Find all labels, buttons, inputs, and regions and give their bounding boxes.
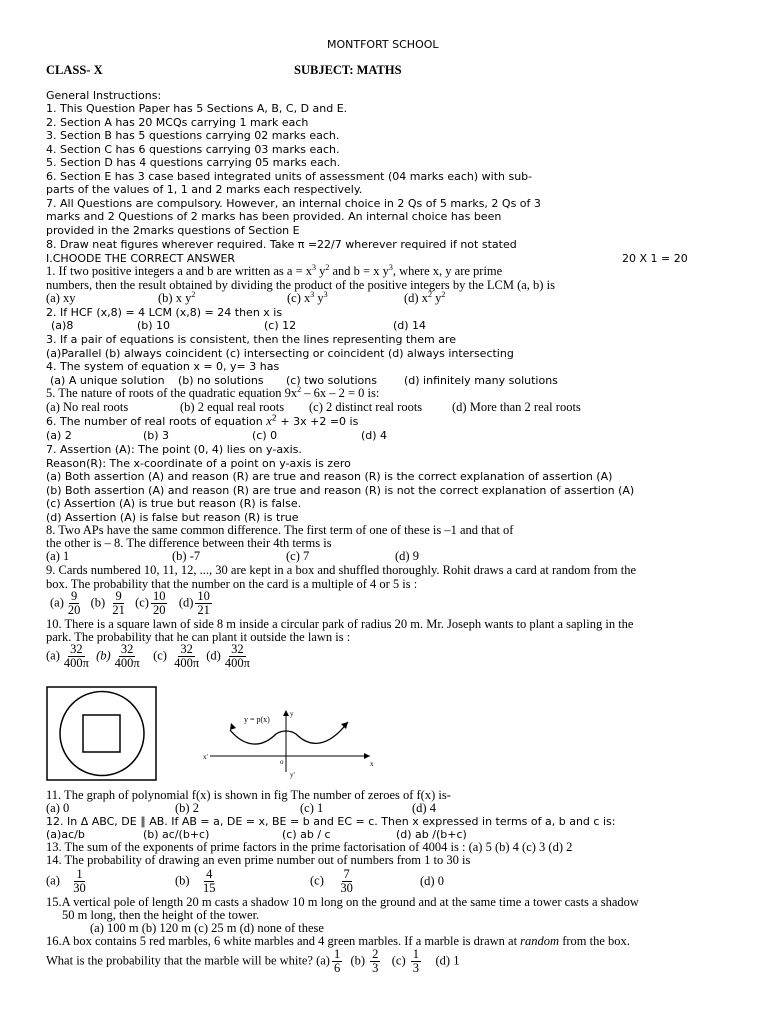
question-5: 5. The nature of roots of the quadratic equation $9x^2 - 6x - 2 = 0$ is: [46, 384, 380, 400]
q10-fraction-a: $\frac{32}{400\pi}$ [63, 642, 89, 670]
y-prime-label: y' [290, 771, 295, 779]
class-label: CLASS- X [46, 63, 103, 77]
y-axis-label: y [290, 710, 294, 718]
instruction-line: 2. Section A has 20 MCQs carrying 1 mark each [46, 116, 309, 129]
q14-option-a-group: (a) $\frac{1}{30}$ [46, 867, 86, 895]
q10-fraction-d: $\frac{32}{400\pi}$ [224, 642, 250, 670]
q9-options: (a) $\frac{9}{20}$ (b) $\frac{9}{21}$ (c) $\frac{10}{20}$ (d) $\frac{10}{21}$ [50, 589, 210, 617]
q8-option-b: (b) -7 [172, 549, 201, 563]
q9-fraction-a: $\frac{9}{20}$ [67, 589, 81, 617]
q2-option-b: (b) 10 [137, 319, 171, 332]
q4-option-b: (b) no solutions [178, 374, 264, 387]
question-1: 1. If two positive integers a and b are written as $a = x^3$ $y^2$ and b = x $y^3$, where x, y are prime [46, 262, 503, 278]
question-1-line2: numbers, then the result obtained by dividing the product of the positive integers by the LCM (a, b) is [46, 278, 555, 292]
school-name: MONTFORT SCHOOL [327, 38, 439, 51]
q5-option-d: (d) More than 2 real roots [452, 400, 581, 414]
q2-option-a: (a)8 [51, 319, 74, 332]
q1-option-b: (b) x $y^2$ [158, 289, 196, 305]
x-axis-label: x [370, 760, 374, 768]
q12-option-c: (c) ab / c [282, 828, 331, 841]
q5-option-a: (a) No real roots [46, 400, 129, 414]
x-prime-label: x' [203, 753, 208, 761]
question-6: 6. The number of real roots of equation $x^2 + 3x +2 =0$ is [46, 413, 359, 428]
q14-option-b-group: (b) $\frac{4}{15}$ [175, 867, 216, 895]
q9-fraction-c: $\frac{10}{20}$ [152, 589, 166, 617]
question-2: 2. If HCF (x,8) = 4 LCM (x,8) = 24 then x is [46, 306, 283, 319]
instruction-line: parts of the values of 1, 1 and 2 marks each respectively. [46, 183, 363, 196]
q7-option-a: (a) Both assertion (A) and reason (R) are true and reason (R) is the correct explanation of assertion (A) [46, 470, 613, 483]
instruction-line: 4. Section C has 6 questions carrying 03 marks each. [46, 143, 340, 156]
q8-option-d: (d) 9 [395, 549, 419, 563]
q8-option-a: (a) 1 [46, 549, 70, 563]
question-15: 15.A vertical pole of length 20 m casts a shadow 10 m long on the ground and at the same time a tower casts a shadow [46, 895, 639, 909]
q1-option-d: (d) $x^2$ $y^2$ [404, 289, 446, 305]
instruction-line: 3. Section B has 5 questions carrying 02 marks each. [46, 129, 340, 142]
q14-fraction-c: $\frac{7}{30}$ [340, 867, 353, 895]
instruction-line: 1. This Question Paper has 5 Sections A, B, C, D and E. [46, 102, 348, 115]
q7-option-c: (c) Assertion (A) is true but reason (R) is false. [46, 497, 302, 510]
instruction-line: 7. All Questions are compulsory. However, an internal choice in 2 Qs of 5 marks, 2 Qs of 3 [46, 197, 541, 210]
q15-options: (a) 100 m (b) 120 m (c) 25 m (d) none of these [90, 921, 324, 935]
q2-option-c: (c) 12 [264, 319, 297, 332]
q9-fraction-d: $\frac{10}{21}$ [197, 589, 210, 617]
q9-fraction-b: $\frac{9}{21}$ [112, 589, 125, 617]
question-7-reason: Reason(R): The x-coordinate of a point on y-axis is zero [46, 457, 351, 470]
q16-fraction-a: $\frac{1}{6}$ [333, 947, 341, 975]
section-marks: 20 X 1 = 20 [622, 252, 688, 265]
lawn-park-figure [46, 686, 158, 782]
subject-label: SUBJECT: MATHS [294, 63, 402, 77]
instruction-line: marks and 2 Questions of 2 marks has been provided. An internal choice has been [46, 210, 502, 223]
q11-option-d: (d) 4 [412, 801, 436, 815]
q2-option-d: (d) 14 [393, 319, 427, 332]
q11-option-c: (c) 1 [300, 801, 324, 815]
q4-option-a: (a) A unique solution [50, 374, 165, 387]
q5-option-b: (b) 2 equal real roots [180, 400, 285, 414]
question-10: 10. There is a square lawn of side 8 m inside a circular park of radius 20 m. Mr. Joseph wants to plant a sapling in the [46, 617, 634, 631]
question-16: 16.A box contains 5 red marbles, 6 white marbles and 4 green marbles. If a marble is drawn at random from the box. [46, 934, 630, 948]
instruction-line: 6. Section E has 3 case based integrated units of assessment (04 marks each) with sub- [46, 170, 533, 183]
instruction-line: 8. Draw neat figures wherever required. Take π =22/7 wherever required if not stated [46, 238, 517, 251]
q10-fraction-c: $\frac{32}{400\pi}$ [174, 642, 200, 670]
question-15-line2: 50 m long, then the height of the tower. [62, 908, 260, 922]
polynomial-graph [200, 704, 380, 780]
question-13: 13. The sum of the exponents of prime factors in the prime factorisation of 4004 is : (a) 5 (b) 4 (c) 3 (d) 2 [46, 840, 573, 854]
q6-option-a: (a) 2 [46, 429, 72, 442]
question-11: 11. The graph of polynomial f(x) is shown in fig The number of zeroes of f(x) is- [46, 788, 451, 802]
curve-label: y = p(x) [244, 715, 270, 724]
q6-option-d: (d) 4 [361, 429, 388, 442]
q7-option-b: (b) Both assertion (A) and reason (R) are true and reason (R) is not the correct explanation of assertion (A) [46, 484, 635, 497]
q14-option-d: (d) 0 [420, 874, 444, 888]
question-7-assertion: 7. Assertion (A): The point (0, 4) lies on y-axis. [46, 443, 302, 456]
question-8-line2: the other is – 8. The difference between their 4th terms is [46, 536, 332, 550]
question-10-line2: park. The probability that he can plant it outside the lawn is : [46, 630, 351, 644]
q4-option-d: (d) infinitely many solutions [404, 374, 558, 387]
q10-options: (a) $\frac{32}{400\pi}$ (b) $\frac{32}{400\pi}$ (c) $\frac{32}{400\pi}$ (d) $\frac{32}{400\pi}$ [46, 642, 250, 670]
q4-option-c: (c) two solutions [286, 374, 377, 387]
q16-fraction-c: $\frac{1}{3}$ [412, 947, 420, 975]
q12-option-d: (d) ab /(b+c) [396, 828, 467, 841]
instruction-line: 5. Section D has 4 questions carrying 05 marks each. [46, 156, 341, 169]
q10-fraction-b: $\frac{32}{400\pi}$ [114, 642, 140, 670]
q14-fraction-b: $\frac{4}{15}$ [202, 867, 216, 895]
q12-option-a: (a)ac/b [46, 828, 85, 841]
instruction-line: provided in the 2marks questions of Section E [46, 224, 300, 237]
question-12: 12. In Δ ABC, DE ∥ AB. If AB = a, DE = x, BE = b and EC = c. Then x expressed in terms of a, b and c is: [46, 815, 616, 828]
q16-option-d: (d) 1 [435, 953, 460, 968]
q11-option-b: (b) 2 [175, 801, 199, 815]
q5-option-c: (c) 2 distinct real roots [309, 400, 423, 414]
q7-option-d: (d) Assertion (A) is false but reason (R) is true [46, 511, 299, 524]
q11-option-a: (a) 0 [46, 801, 70, 815]
question-9: 9. Cards numbered 10, 11, 12, ..., 30 are kept in a box and shuffled thoroughly. Rohit draws a card at random from the [46, 563, 637, 577]
question-4: 4. The system of equation x = 0, y= 3 has [46, 360, 280, 373]
q16-fraction-b: $\frac{2}{3}$ [372, 947, 379, 975]
instructions-title: General Instructions: [46, 89, 162, 102]
q6-option-c: (c) 0 [252, 429, 278, 442]
section-title: I.CHOODE THE CORRECT ANSWER [46, 252, 236, 265]
question-16-line2: What is the probability that the marble will be white? (a) $\frac{1}{6}$ (b) $\frac{2}{3}$ (c) $\frac{1}{3}$ (d) 1 [46, 947, 460, 975]
q3-options: (a)Parallel (b) always coincident (c) intersecting or coincident (d) always intersecting [46, 347, 514, 360]
q14-option-c-group: (c) $\frac{7}{30}$ [310, 867, 353, 895]
question-14: 14. The probability of drawing an even prime number out of numbers from 1 to 30 is [46, 853, 471, 867]
question-3: 3. If a pair of equations is consistent, then the lines representing them are [46, 333, 456, 346]
question-9-line2: box. The probability that the number on the card is a multiple of 4 or 5 is : [46, 577, 418, 591]
q12-option-b: (b) ac/(b+c) [143, 828, 210, 841]
q1-option-a: (a) xy [46, 291, 76, 305]
q1-option-c: (c) $x^3$ $y^3$ [287, 289, 328, 305]
origin-label: o [280, 758, 284, 766]
q8-option-c: (c) 7 [286, 549, 310, 563]
q14-fraction-a: $\frac{1}{30}$ [73, 867, 86, 895]
q6-option-b: (b) 3 [143, 429, 170, 442]
question-8: 8. Two APs have the same common difference. The first term of one of these is –1 and that of [46, 523, 514, 537]
